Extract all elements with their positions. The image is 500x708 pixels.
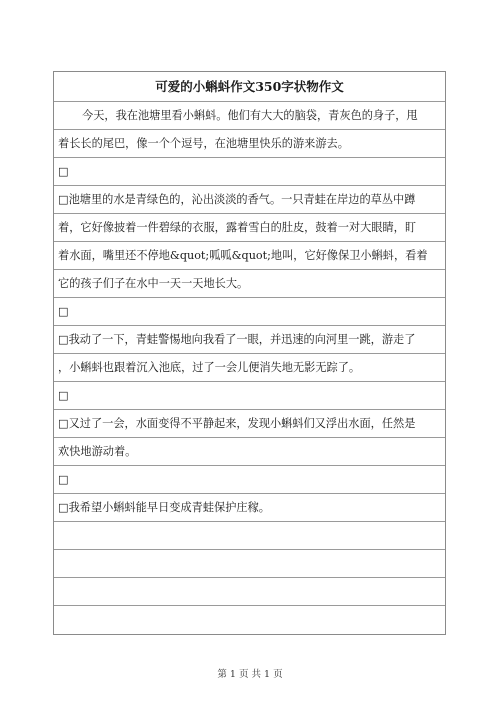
empty-line <box>54 578 445 606</box>
document-title: 可爱的小蝌蚪作文350字状物作文 <box>54 72 445 102</box>
empty-line <box>54 522 445 550</box>
essay-line: □又过了一会，水面变得不平静起来，发现小蝌蚪们又浮出水面，任然是 <box>54 410 445 438</box>
essay-line: □ <box>54 382 445 410</box>
essay-line: □我希望小蝌蚪能早日变成青蛙保护庄稼。 <box>54 494 445 522</box>
essay-line: ，小蝌蚪也跟着沉入池底，过了一会儿便消失地无影无踪了。 <box>54 354 445 382</box>
essay-line: 着长长的尾巴，像一个个逗号，在池塘里快乐的游来游去。 <box>54 130 445 158</box>
essay-line: □ <box>54 466 445 494</box>
empty-line <box>54 550 445 578</box>
essay-line: 着水面，嘴里还不停地&quot;呱呱&quot;地叫，它好像保卫小蝌蚪，看着 <box>54 242 445 270</box>
essay-line: □ <box>54 158 445 186</box>
essay-sheet <box>53 71 446 635</box>
essay-line: □ <box>54 298 445 326</box>
empty-line <box>54 606 445 634</box>
essay-line: □池塘里的水是青绿色的，沁出淡淡的香气。一只青蛙在岸边的草丛中蹲 <box>54 186 445 214</box>
essay-line: □我动了一下，青蛙警惕地向我看了一眼，并迅速的向河里一跳，游走了 <box>54 326 445 354</box>
essay-line: 它的孩子们子在水中一天一天地长大。 <box>54 270 445 298</box>
essay-line: 今天，我在池塘里看小蝌蚪。他们有大大的脑袋，青灰色的身子，甩 <box>54 102 445 130</box>
essay-line: 着，它好像披着一件碧绿的衣服，露着雪白的肚皮，鼓着一对大眼睛，盯 <box>54 214 445 242</box>
page-number: 第 1 页 共 1 页 <box>217 669 283 680</box>
essay-line: 欢快地游动着。 <box>54 438 445 466</box>
